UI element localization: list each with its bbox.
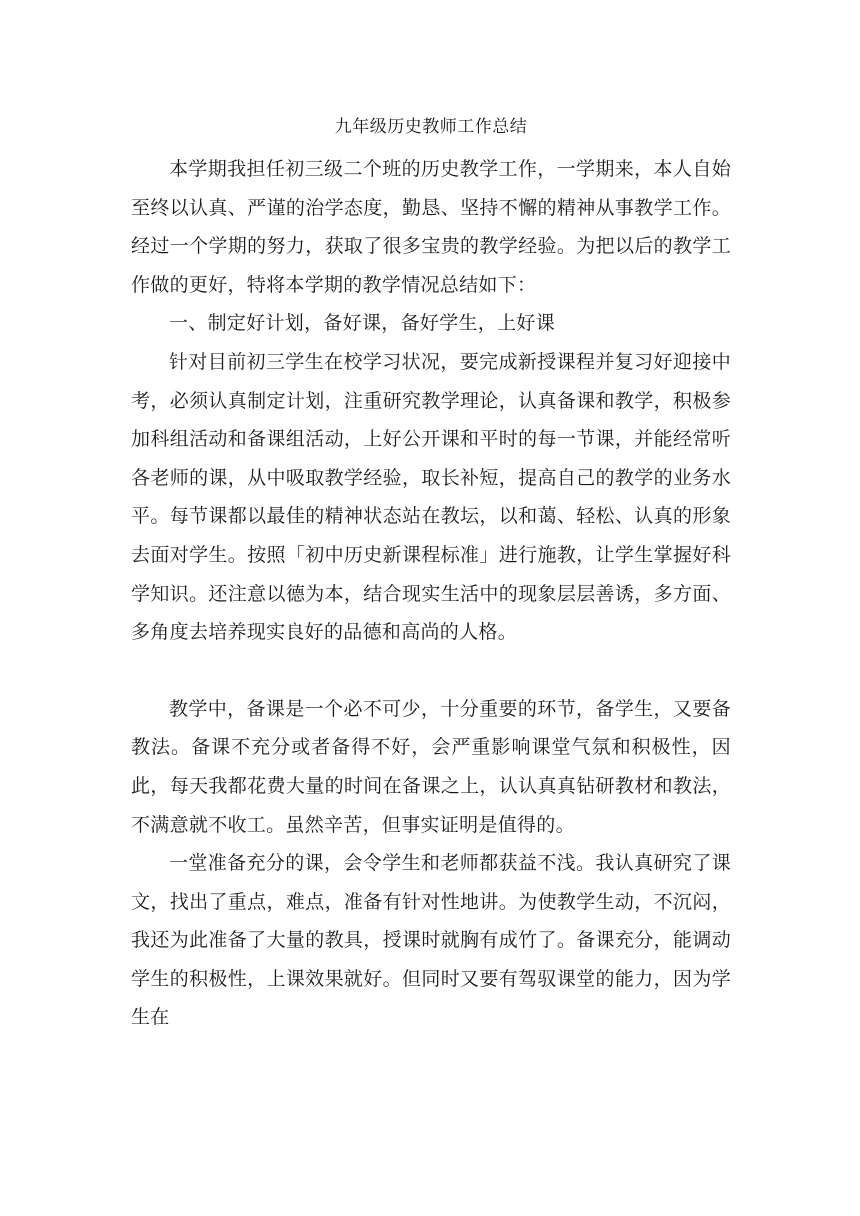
paragraph-spacer: [131, 652, 731, 690]
paragraph-lesson-prep: 教学中，备课是一个必不可少，十分重要的环节，备学生，又要备教法。备课不充分或者备得不好，会严重影响课堂气氛和积极性，因此，每天我都花费大量的时间在备课之上，认认真真钻研教材和教法，不满意就不收工。虽然辛苦，但事实证明是值得的。: [131, 697, 731, 836]
paragraph-classroom: 一堂准备充分的课，会令学生和老师都获益不浅。我认真研究了课文，找出了重点，难点，准备有针对性地讲。为使教学生动，不沉闷，我还为此准备了大量的教具，授课时就胸有成竹了。备课充分，能调动学生的积极性，上课效果就好。但同时又要有驾驭课堂的能力，因为学生在: [131, 852, 731, 1029]
document-body: [131, 112, 731, 1037]
section-heading-1: 一、制定好计划，备好课，备好学生，上好课: [169, 312, 556, 335]
paragraph-planning: 针对目前初三学生在校学习状况，要完成新授课程并复习好迎接中考，必须认真制定计划，注重研究教学理论，认真备课和教学，积极参加科组活动和备课组活动，上好公开课和平时的每一节课，并能经常听各老师的课，从中吸取教学经验，取长补短，提高自己的教学的业务水平。每节课都以最佳的精神状态站在教坛，以和蔼、轻松、认真的形象去面对学生。按照「初中历史新课程标准」进行施教，让学生掌握好科学知识。还注意以德为本，结合现实生活中的现象层层善诱，多方面、多角度去培养现实良好的品德和高尚的人格。: [131, 350, 731, 644]
paragraph-intro: 本学期我担任初三级二个班的历史教学工作，一学期来，本人自始至终以认真、严谨的治学态度，勤恳、坚持不懈的精神从事教学工作。经过一个学期的努力，获取了很多宝贵的教学经验。为把以后的教学工作做的更好，特将本学期的教学情况总结如下：: [131, 158, 731, 296]
document-title: 九年级历史教师工作总结: [334, 117, 528, 137]
